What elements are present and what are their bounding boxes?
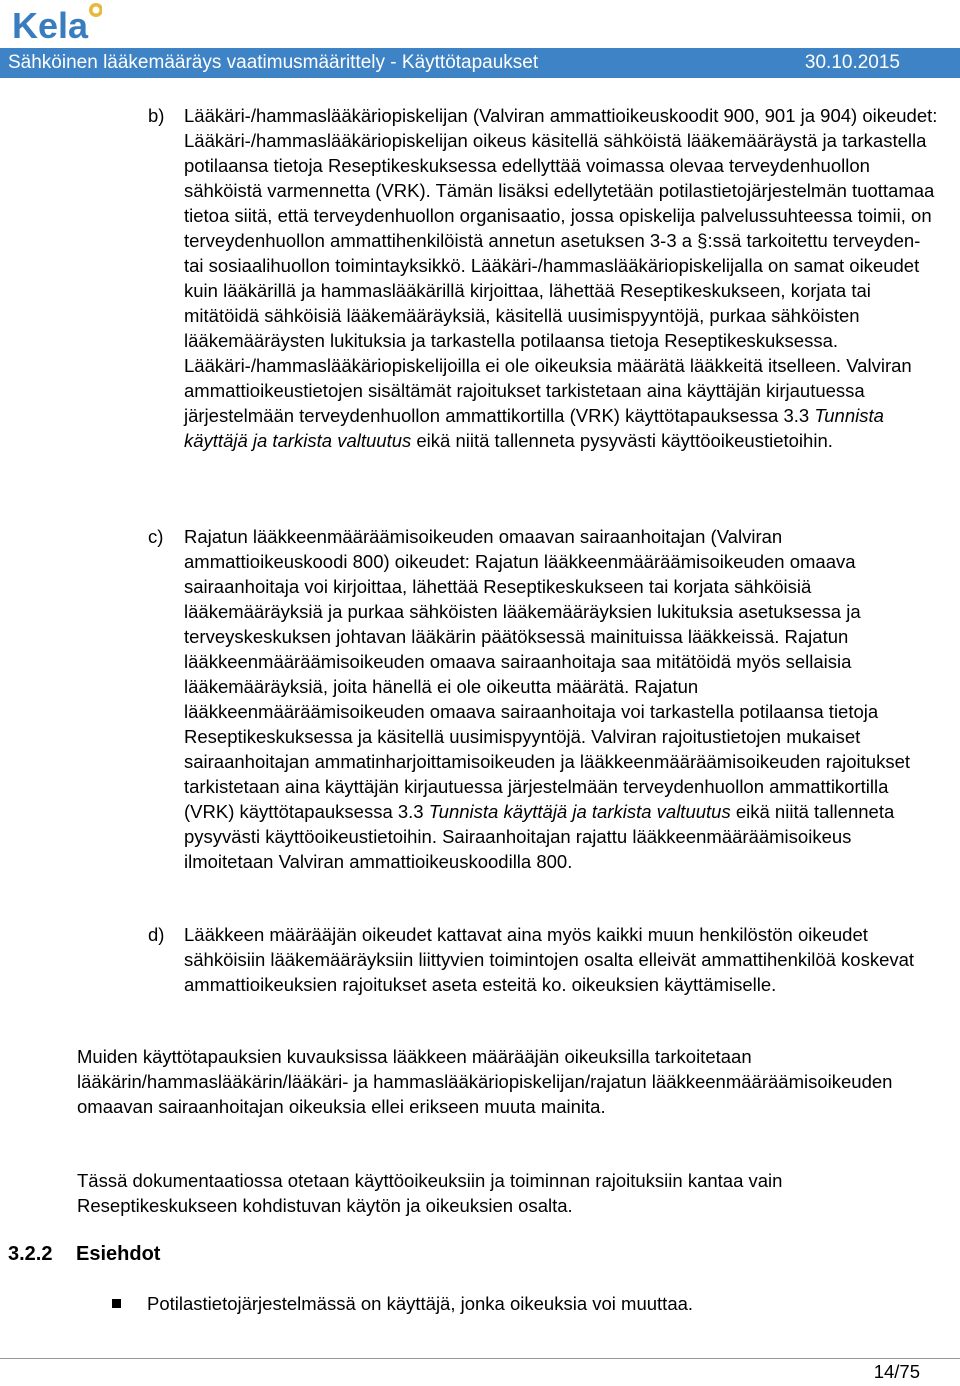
page-number: 14/75 xyxy=(873,1361,920,1382)
bullet-item xyxy=(112,1290,693,1318)
document-title: Sähköinen lääkemääräys vaatimusmäärittely - Käyttötapaukset xyxy=(8,52,539,73)
item-c-text-end: eikä niitä tallenneta pysyvästi käyttöoikeustietoihin. Sairaanhoitajan rajattu lääkkeenmääräämisoikeus ilmoitetaan Valviran ammattioikeuskoodilla 800. xyxy=(184,801,895,872)
bullet-square-icon xyxy=(112,1299,121,1308)
footer-divider xyxy=(0,1358,960,1359)
paragraph: Muiden käyttötapauksien kuvauksissa lääkkeen määrääjän oikeuksilla tarkoitetaan lääkärin/hammaslääkärin/lääkäri- ja hammaslääkäriopiskelijan/rajatun lääkkeenmääräämisoikeuden omaavan sairaanhoitajan oikeuksia ellei erikseen muuta mainita. xyxy=(77,1046,893,1117)
section-number: 3.2.2 xyxy=(8,1243,53,1265)
item-d-text: Lääkkeen määrääjän oikeudet kattavat aina myös kaikki muun henkilöstön oikeudet sähköisiin lääkemääräyksiin liittyvien toimintojen osalta elleivät ammattihenkilöä koskevat ammattioikeuksien rajoitukset aseta esteitä ko. oikeuksien käyttämiselle. xyxy=(184,924,915,995)
item-b-text-end: eikä niitä tallenneta pysyvästi käyttöoikeustietoihin. xyxy=(411,430,833,451)
item-c-italic: Tunnista käyttäjä ja tarkista valtuutus xyxy=(428,801,731,822)
list-marker: c) xyxy=(148,526,164,547)
section-title: Esiehdot xyxy=(76,1243,161,1265)
list-item-text xyxy=(184,922,940,997)
item-c-text: Rajatun lääkkeenmääräämisoikeuden omaavan sairaanhoitajan (Valviran ammattioikeuskoodi 800) oikeudet: Rajatun lääkkeenmääräämisoikeuden omaava sairaanhoitaja voi kirjoittaa, lähettää Reseptikeskukseen tai korjata sähköisiä lääkemääräyksiä ja purkaa sähköisten lääkemääräyksien lukituksia asetuksessa ja terveyskeskuksen johtavan lääkärin päätöksessä mainituissa lääkkeissä. Rajatun lääkkeenmääräämisoikeuden omaava sairaanhoitaja saa mitätöidä myös sellaisia lääkemääräyksiä, joita hänellä ei ole oikeutta määrätä. Rajatun lääkkeenmääräämisoikeuden omaava sairaanhoitaja voi tarkastella potilaansa tietoja Reseptikeskuksessa ja käsitellä uusimispyyntöjä. Valviran rajoitustietojen mukaiset sairaanhoitajan ammatinharjoittamisoikeuden ja lääkkeenmääräämisoikeuden rajoitukset tarkistetaan aina käyttäjän kirjautuessa järjestelmään terveydenhuollon ammattikortilla (VRK) käyttötapauksessa 3.3 xyxy=(184,526,911,822)
bullet-text: Potilastietojärjestelmässä on käyttäjä, jonka oikeuksia voi muuttaa. xyxy=(147,1293,694,1314)
kela-logo-icon xyxy=(12,0,102,46)
list-marker: b) xyxy=(148,105,165,126)
list-item-text xyxy=(184,524,940,874)
item-b-italic: Tunnista käyttäjä ja tarkista valtuutus xyxy=(184,405,884,451)
item-b-text: Lääkäri-/hammaslääkäriopiskelijan (Valviran ammattioikeuskoodit 900, 901 ja 904) oikeudet: Lääkäri-/hammaslääkäriopiskelijan oikeus käsitellä sähköistä lääkemääräystä ja tarkastella potilaansa tietoja Reseptikeskuksessa edellyttää voimassa olevaa terveydenhuollon sähköistä varmennetta (VRK). Tämän lisäksi edellytetään potilastietojärjestelmän tuottamaa tietoa siitä, että terveydenhuollon organisaatio, jossa opiskelija palvelussuhteessa toimii, on terveydenhuollon ammattihenkilöistä annetun asetuksen 3-3 a §:ssä tarkoitettu terveyden- tai sosiaalihuollon toimintayksikkö. Lääkäri-/hammaslääkäriopiskelijalla on samat oikeudet kuin lääkärillä ja hammaslääkärillä kirjoittaa, lähettää Reseptikeskukseen, korjata tai mitätöidä sähköisiä lääkemääräyksiä, käsitellä uusimispyyntöjä, purkaa sähköisten lääkemääräysten lukituksia ja tarkastella potilaansa tietoja Reseptikeskuksessa. Lääkäri-/hammaslääkäriopiskelijoilla ei ole oikeuksia määrätä lääkkeitä itselleen. Valviran ammattioikeustietojen sisältämät rajoitukset tarkistetaan aina käyttäjän kirjautuessa järjestelmään terveydenhuollon ammattikortilla (VRK) käyttötapauksessa 3.3 xyxy=(184,105,938,426)
list-marker: d) xyxy=(148,924,165,945)
list-item-text xyxy=(184,103,940,453)
paragraph: Tässä dokumentaatiossa otetaan käyttöoikeuksiin ja toiminnan rajoituksiin kantaa vain Reseptikeskukseen kohdistuvan käytön ja oikeuksien osalta. xyxy=(77,1170,783,1216)
logo-text: Kela xyxy=(12,5,89,46)
section-heading xyxy=(8,1240,160,1268)
document-date: 30.10.2015 xyxy=(804,52,900,73)
document-header xyxy=(8,50,900,76)
